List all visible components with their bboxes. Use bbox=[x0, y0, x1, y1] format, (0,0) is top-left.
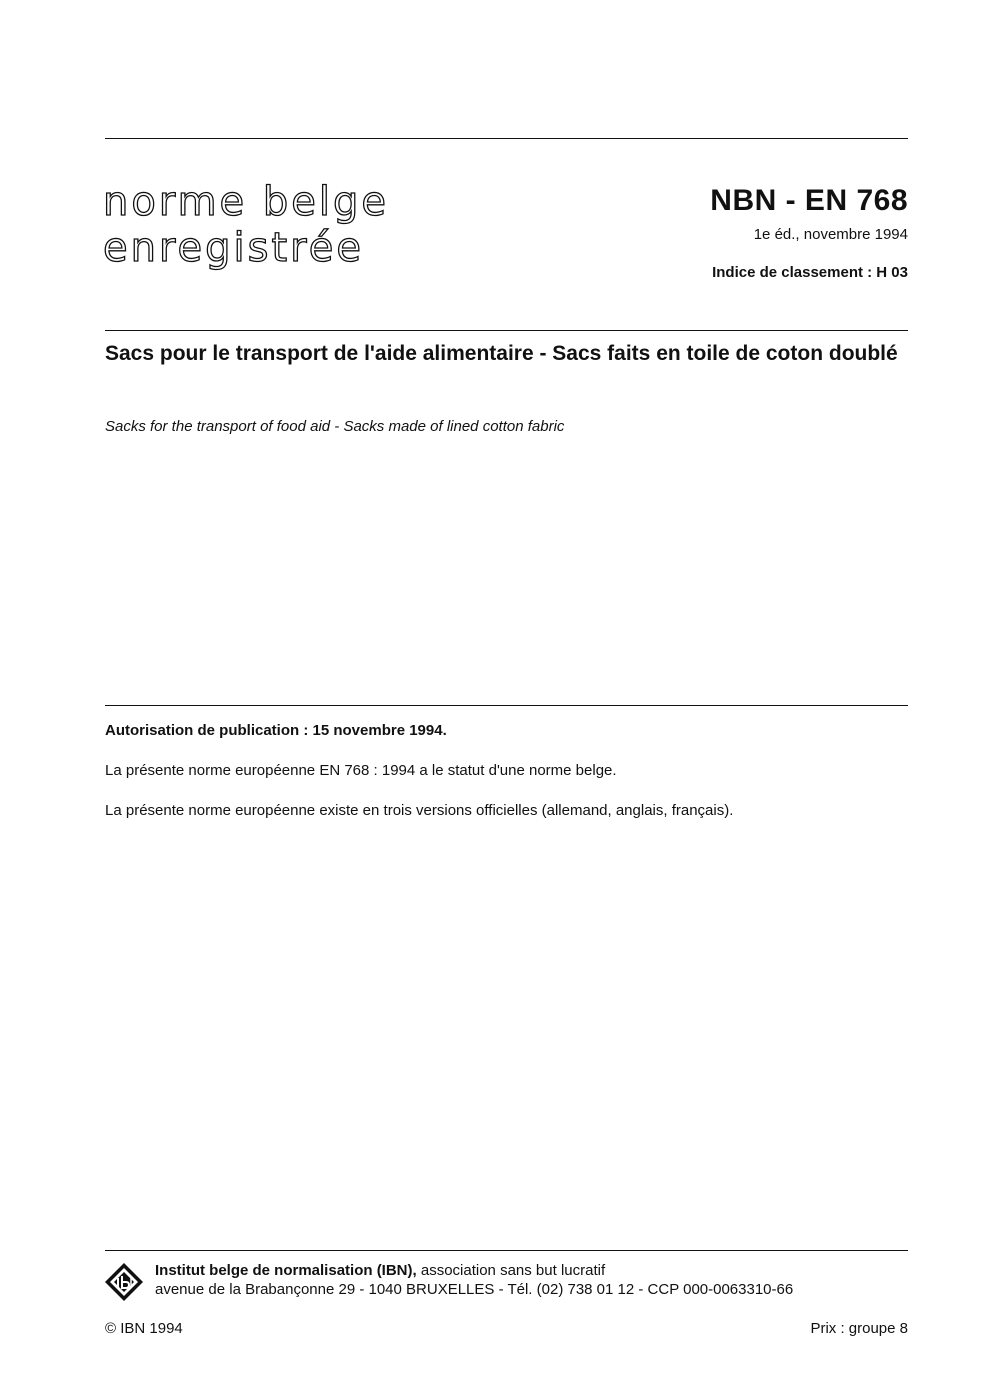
institute-line bbox=[155, 1262, 605, 1279]
classification-index: Indice de classement : H 03 bbox=[712, 264, 908, 281]
standard-number: NBN - EN 768 bbox=[710, 184, 908, 217]
institute-address: avenue de la Brabançonne 29 - 1040 BRUXELLES - Tél. (02) 738 01 12 - CCP 000-0063310-66 bbox=[155, 1281, 794, 1298]
versions-paragraph: La présente norme européenne existe en trois versions officielles (allemand, anglais, français). bbox=[105, 802, 734, 819]
institute-name: Institut belge de normalisation (IBN), bbox=[155, 1262, 417, 1279]
top-rule bbox=[105, 138, 908, 139]
ibn-logo-icon bbox=[104, 1262, 144, 1302]
body-rule bbox=[105, 705, 908, 706]
title-rule bbox=[105, 330, 908, 331]
title-french: Sacs pour le transport de l'aide alimentaire - Sacs faits en toile de coton doublé bbox=[105, 342, 898, 365]
document-type-line1: norme belge bbox=[103, 179, 389, 225]
status-paragraph: La présente norme européenne EN 768 : 1994 a le statut d'une norme belge. bbox=[105, 762, 617, 779]
institute-description: association sans but lucratif bbox=[416, 1262, 606, 1279]
price-group: Prix : groupe 8 bbox=[810, 1320, 908, 1337]
document-type-line2: enregistrée bbox=[103, 225, 364, 271]
title-english: Sacks for the transport of food aid - Sacks made of lined cotton fabric bbox=[105, 418, 565, 435]
footer-rule bbox=[105, 1250, 908, 1251]
edition-date: 1e éd., novembre 1994 bbox=[753, 226, 908, 243]
copyright: © IBN 1994 bbox=[105, 1320, 183, 1337]
publication-authorisation: Autorisation de publication : 15 novembre 1994. bbox=[105, 722, 447, 739]
